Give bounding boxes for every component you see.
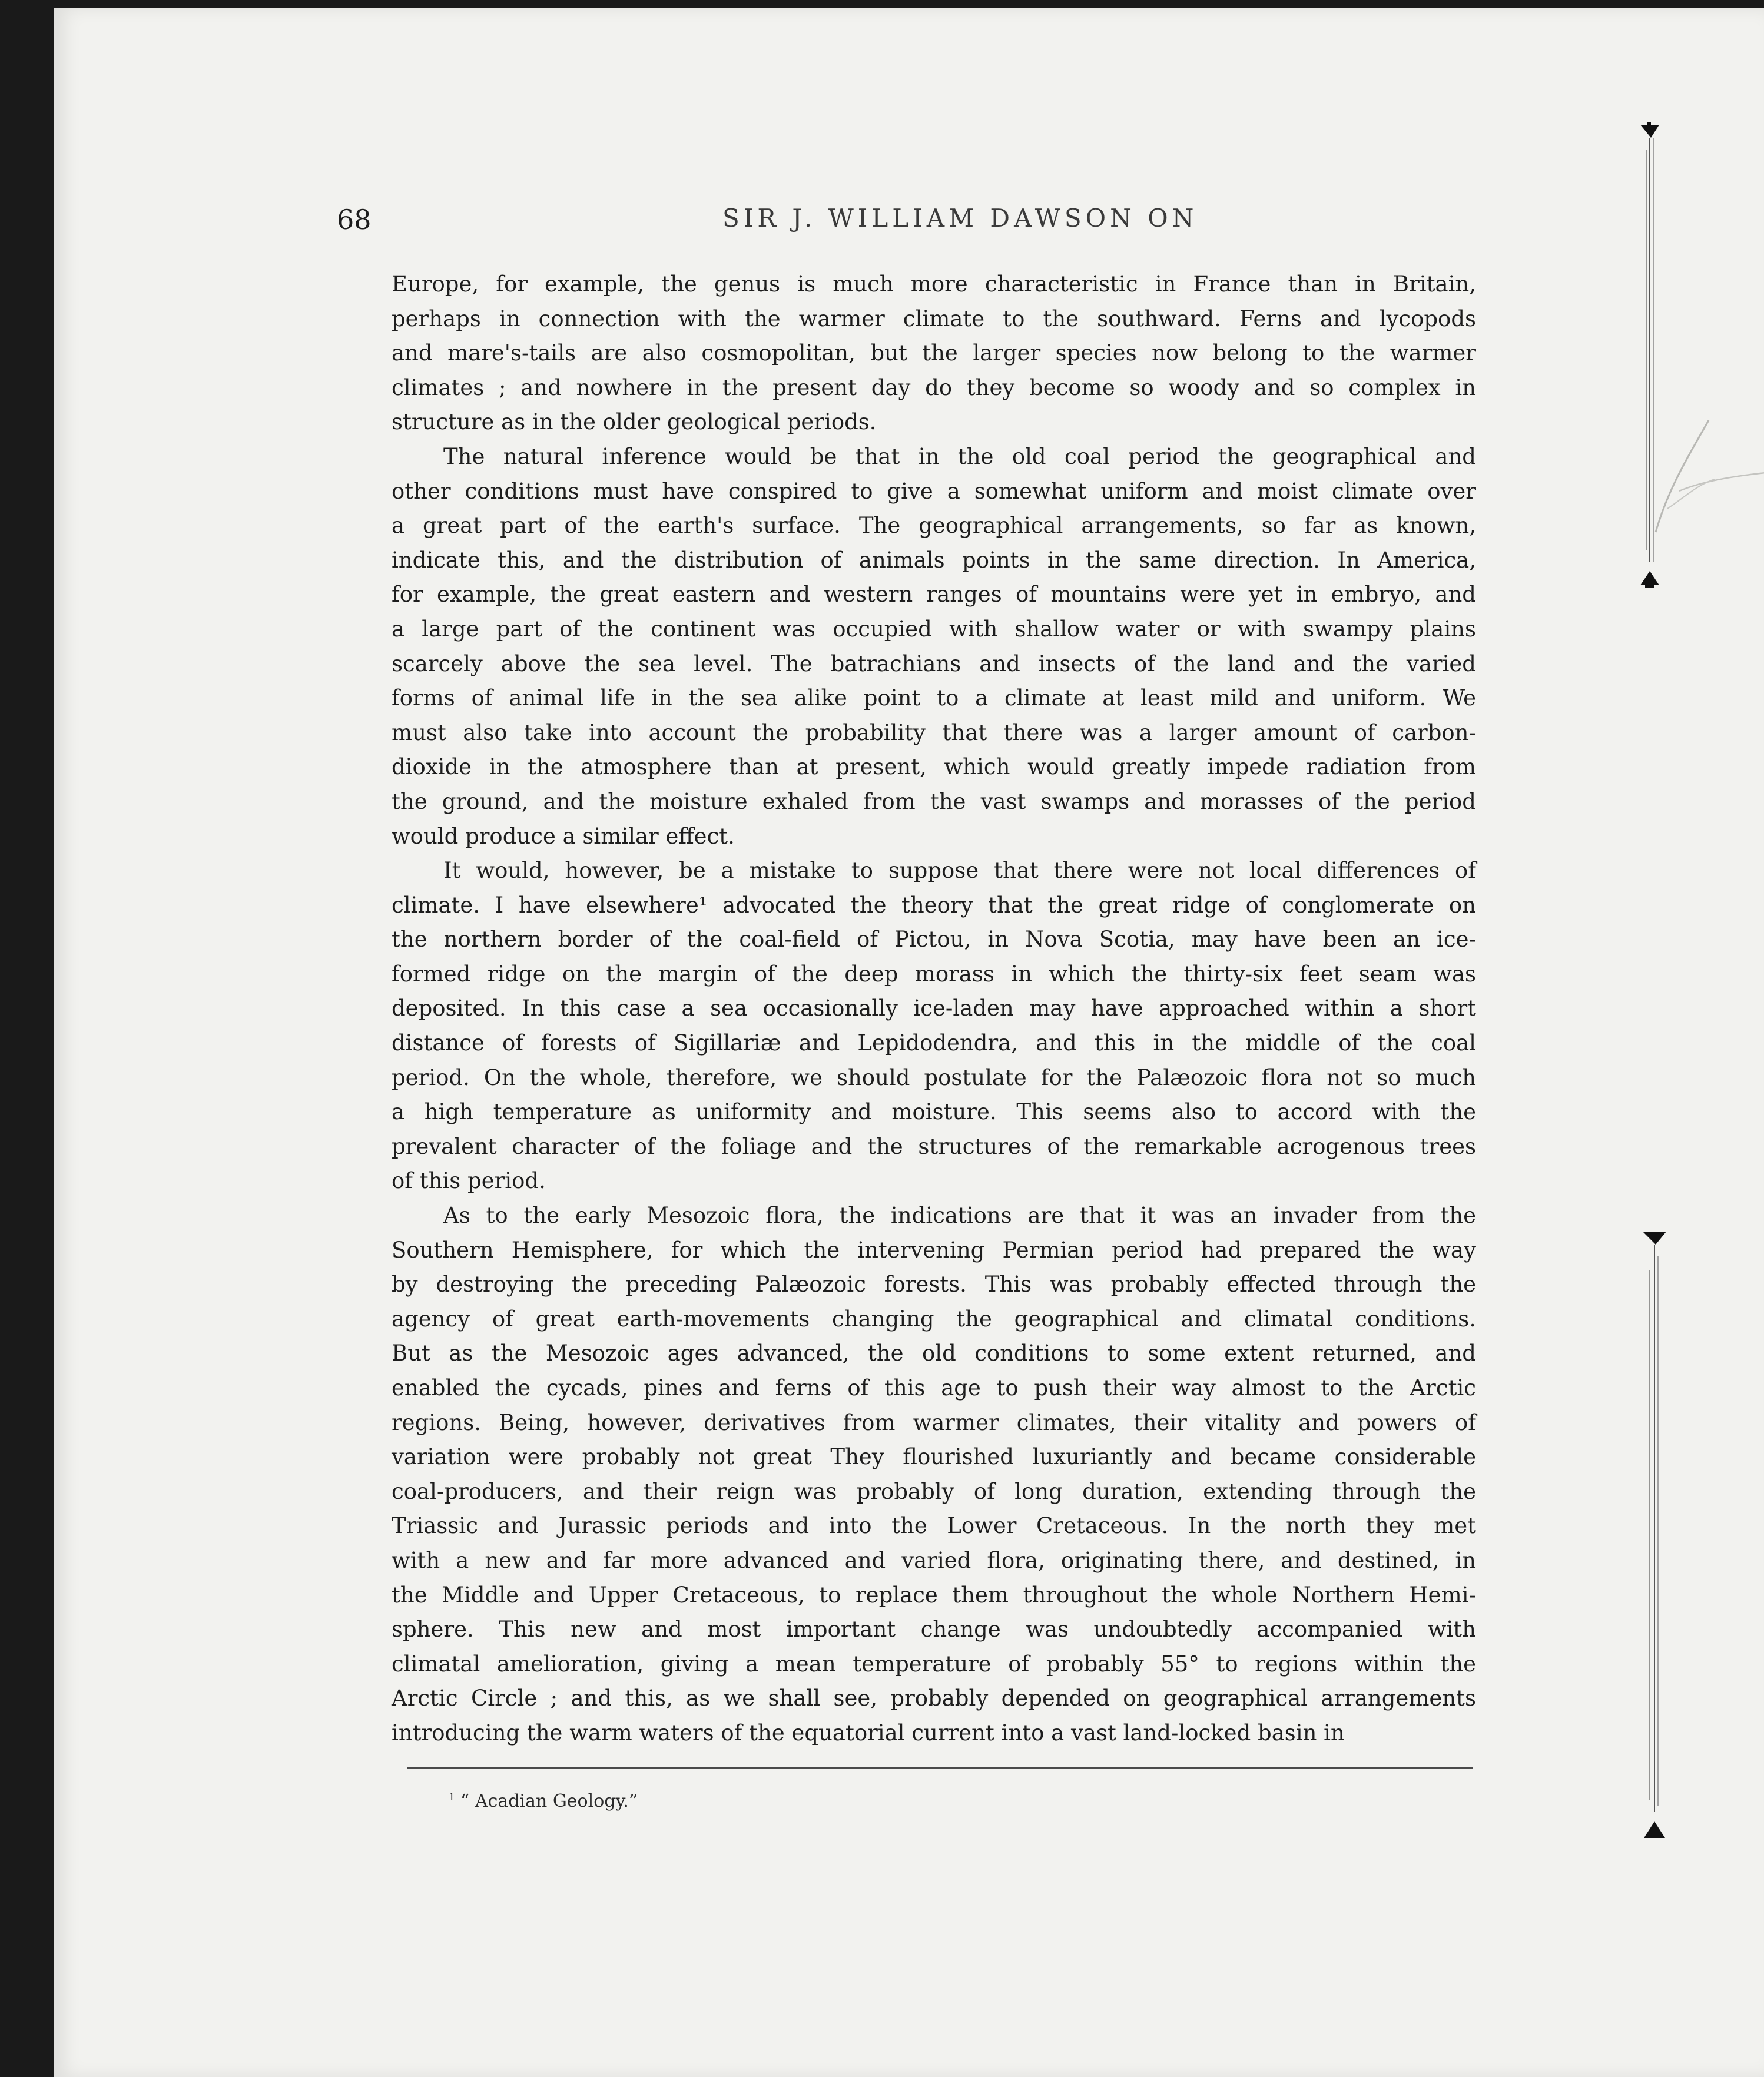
text-line: other conditions must have conspired to give a somewhat uniform and moist climate over [392,478,1476,504]
text-line: period. On the whole, therefore, we should postulate for the Palæozoic flora not so much [392,1064,1476,1090]
text-line: a great part of the earth's surface. The geographical arrangements, so far as known, [392,513,1476,539]
text-line: a high temperature as uniformity and moisture. This seems also to accord with the [392,1099,1476,1125]
text-line: dioxide in the atmosphere than at present, which would greatly impede radiation from [392,754,1476,780]
text-line: Southern Hemisphere, for which the intervening Permian period had prepared the way [392,1237,1476,1263]
text-line: forms of animal life in the sea alike point to a climate at least mild and uniform. We [392,685,1476,711]
body-text [392,267,1476,1751]
text-line: variation were probably not great They flourished luxuriantly and became considerable [392,1444,1476,1470]
text-line: Europe, for example, the genus is much more characteristic in France than in Britain, [392,271,1476,297]
text-line: of this period. [392,1168,546,1194]
text-line: regions. Being, however, derivatives from warmer climates, their vitality and powers of [392,1409,1476,1435]
text-line: and mare's-tails are also cosmopolitan, but the larger species now belong to the warmer [392,340,1476,366]
text-line: perhaps in connection with the warmer climate to the southward. Ferns and lycopods [392,306,1476,331]
paragraph [392,1199,1476,1751]
text-line: with a new and far more advanced and varied flora, originating there, and destined, in [392,1547,1476,1573]
paragraph [392,854,1476,1199]
text-line: climate. I have elsewhere¹ advocated the theory that the great ridge of conglomerate on [392,892,1476,918]
text-line: deposited. In this case a sea occasionally ice-laden may have approached within a short [392,996,1476,1021]
text-line: distance of forests of Sigillariæ and Lepidodendra, and this in the middle of the coal [392,1030,1476,1056]
text-line: Triassic and Jurassic periods and into the Lower Cretaceous. In the north they met [392,1513,1476,1539]
footnote-marker: 1 [449,1791,455,1803]
text-line: sphere. This new and most important change was undoubtedly accompanied with [392,1617,1476,1643]
text-line: But as the Mesozoic ages advanced, the old conditions to some extent returned, and [392,1341,1476,1366]
text-line: It would, however, be a mistake to suppose that there were not local differences of [443,858,1476,884]
text-line: climatal amelioration, giving a mean temperature of probably 55° to regions within the [392,1651,1476,1677]
pencil-mark-icon [1644,409,1764,538]
text-line: for example, the great eastern and western ranges of mountains were yet in embryo, and [392,582,1476,608]
book-page [54,8,1764,2077]
text-line: the ground, and the moisture exhaled from the vast swamps and morasses of the period [392,788,1476,814]
text-line: by destroying the preceding Palæozoic forests. This was probably effected through the [392,1272,1476,1298]
text-line: structure as in the older geological periods. [392,409,877,435]
page-number: 68 [337,204,372,235]
text-line: must also take into account the probability that there was a larger amount of carbon- [392,719,1476,745]
text-line: Arctic Circle ; and this, as we shall see, probably depended on geographical arrangements [392,1686,1476,1711]
text-line: the Middle and Upper Cretaceous, to replace them throughout the whole Northern Hemi- [392,1582,1476,1608]
footnote-rule [407,1767,1473,1769]
text-line: agency of great earth-movements changing the geographical and climatal conditions. [392,1306,1476,1332]
text-line: prevalent character of the foliage and the structures of the remarkable acrogenous trees [392,1133,1476,1159]
footnote [449,1791,638,1811]
text-line: enabled the cycads, pines and ferns of this age to push their way almost to the Arctic [392,1375,1476,1401]
paragraph [392,440,1476,854]
text-line: scarcely above the sea level. The batrachians and insects of the land and the varied [392,651,1476,676]
text-line: indicate this, and the distribution of animals points in the same direction. In America, [392,547,1476,573]
text-line: introducing the warm waters of the equatorial current into a vast land-locked basin in [392,1720,1345,1746]
text-line: As to the early Mesozoic flora, the indications are that it was an invader from the [443,1203,1476,1229]
binding-thread-lower-icon [1637,1223,1672,1847]
text-line: formed ridge on the margin of the deep morass in which the thirty-six feet seam was [392,961,1476,987]
footnote-text: “ Acadian Geology.” [460,1791,638,1811]
paragraph [392,267,1476,440]
running-title: SIR J. WILLIAM DAWSON ON [722,204,1198,233]
text-line: The natural inference would be that in the old coal period the geographical and [443,443,1476,469]
text-line: a large part of the continent was occupied with shallow water or with swampy plains [392,616,1476,642]
text-line: climates ; and nowhere in the present day do they become so woody and so complex in [392,374,1476,400]
text-line: would produce a similar effect. [392,823,735,849]
text-line: the northern border of the coal-field of Pictou, in Nova Scotia, may have been an ice- [392,927,1476,953]
text-line: coal-producers, and their reign was probably of long duration, extending through the [392,1478,1476,1504]
